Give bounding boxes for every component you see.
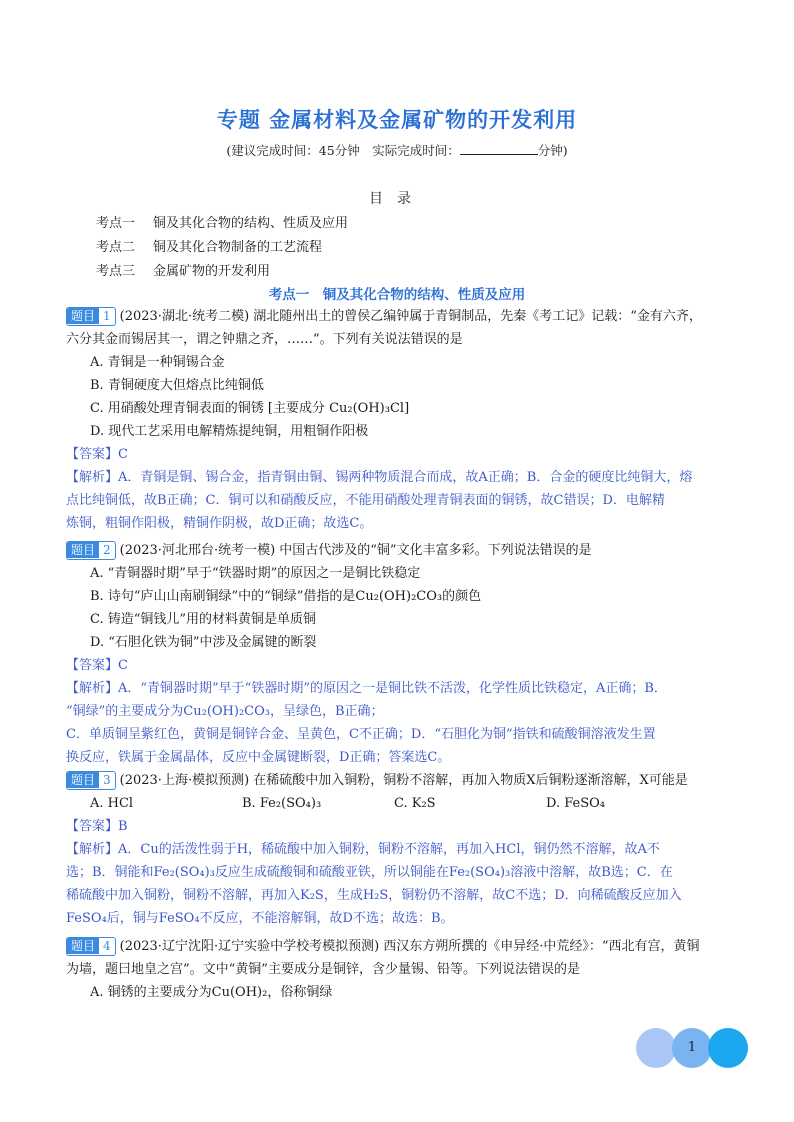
toc-key: 考点一 (96, 216, 136, 231)
explanation-line: 选；B．铜能和Fe₂(SO₄)₃反应生成硫酸铜和硫酸亚铁，所以铜能在Fe₂(SO₄)₃溶液中溶解，故B选；C．在 (66, 865, 673, 880)
explanation-line: 换反应，铁属于金属晶体，反应中金属键断裂，D正确；答案选C。 (66, 750, 451, 765)
option-b: B. 青铜硬度大但熔点比纯铜低 (90, 378, 264, 393)
toc-text: 铜及其化合物的结构、性质及应用 (153, 216, 349, 231)
option-d: D. 现代工艺采用电解精炼提纯铜，用粗铜作阳极 (90, 424, 369, 439)
option-b: B. Fe₂(SO₄)₃ (242, 796, 322, 811)
section-heading: 考点一 铜及其化合物的结构、性质及应用 (268, 287, 526, 303)
question-stem: 题目 2 (2023·河北邢台·统考一模) 中国古代涉及的“铜”文化丰富多彩。下列说法错误的是 (66, 539, 736, 562)
time-note (0, 141, 794, 159)
explanation-line: 【解析】A．青铜是铜、锡合金，指青铜由铜、锡两种物质混合而成，故A正确；B．合金的硬度比纯铜大，熔 (66, 470, 693, 485)
explanation-line: FeSO₄后，铜与FeSO₄不反应，不能溶解铜，故D不选；故选：B。 (66, 911, 454, 926)
page-number-badge (636, 1028, 752, 1068)
page-number: 1 (687, 1040, 697, 1055)
question-stem-cont: 为墙，题曰地皇之宫”。文中“黄铜”主要成分是铜锌，含少量锡、铅等。下列说法错误的是 (66, 962, 580, 977)
toc-text: 金属矿物的开发利用 (153, 264, 271, 279)
toc-key: 考点三 (96, 264, 136, 279)
explanation-line: 炼铜，粗铜作阳极，精铜作阴极，故D正确；故选C。 (66, 516, 373, 531)
question-tag: 题目 1 (66, 307, 116, 326)
question-1 (66, 305, 736, 535)
time-note-prefix: (建议完成时间：45分钟 实际完成时间： (226, 143, 460, 158)
question-stem: 题目 4 (2023·辽宁沈阳·辽宁实验中学校考模拟预测) 西汉东方朔所撰的《申异经·中荒经》：“西北有宫，黄铜 (66, 935, 736, 958)
option-b: B. 诗句“庐山山南刷铜绿”中的“铜绿”借指的是Cu₂(OH)₂CO₃的颜色 (90, 589, 482, 604)
question-tag: 题目 4 (66, 937, 116, 956)
toc-item (96, 236, 322, 255)
decor-circle (708, 1028, 748, 1068)
option-c: C. 铸造“铜钱儿”用的材料黄铜是单质铜 (90, 612, 317, 627)
time-note-suffix: 分钟) (537, 143, 568, 158)
page-title: 专题 金属材料及金属矿物的开发利用 (216, 108, 578, 132)
explanation-line: C．单质铜呈紫红色，黄铜是铜锌合金、呈黄色，C不正确；D．“石胆化为铜”指铁和硫酸铜溶液发生置 (66, 727, 656, 742)
question-3 (66, 769, 736, 930)
question-tag: 题目 3 (66, 771, 116, 790)
option-c: C. K₂S (394, 796, 436, 811)
options-row (66, 792, 736, 815)
option-a: A. 青铜是一种铜锡合金 (90, 355, 225, 370)
question-2 (66, 539, 736, 769)
toc-item (96, 212, 348, 231)
explanation-line: 稀硫酸中加入铜粉，铜粉不溶解，再加入K₂S，生成H₂S，铜粉仍不溶解，故C不选；D．向稀硫酸反应加入 (66, 888, 682, 903)
toc-key: 考点二 (96, 240, 136, 255)
explanation-line: 【解析】A．“青铜器时期”早于“铁器时期”的原因之一是铜比铁不活泼，化学性质比铁稳定，A正确；B． (66, 681, 667, 696)
option-d: D. “石胆化铁为铜”中涉及金属键的断裂 (90, 635, 317, 650)
option-d: D. FeSO₄ (546, 796, 606, 811)
answer: 【答案】B (66, 819, 128, 834)
option-a: A. “青铜器时期”早于“铁器时期”的原因之一是铜比铁稳定 (90, 566, 421, 581)
toc-heading: 目录 (369, 191, 425, 207)
option-a: A. HCl (90, 796, 134, 811)
option-c: C. 用硝酸处理青铜表面的铜锈 [主要成分 Cu₂(OH)₃Cl] (90, 401, 410, 416)
time-blank (460, 143, 538, 155)
explanation-line: 点比纯铜低，故B正确；C．铜可以和硝酸反应，不能用硝酸处理青铜表面的铜锈，故C错误；D．电解精 (66, 493, 665, 508)
explanation-line: “铜绿”的主要成分为Cu₂(OH)₂CO₃，呈绿色，B正确； (66, 704, 384, 719)
answer: 【答案】C (66, 447, 128, 462)
question-stem-cont: 六分其金而锡居其一，谓之钟鼎之齐，……”。下列有关说法错误的是 (66, 332, 463, 347)
option-a: A. 铜锈的主要成分为Cu(OH)₂，俗称铜绿 (90, 985, 333, 1000)
question-stem: 题目 1 (2023·湖北·统考二模) 湖北随州出土的曾侯乙编钟属于青铜制品，先秦《考工记》记载：“金有六齐， (66, 305, 736, 328)
question-tag: 题目 2 (66, 541, 116, 560)
question-stem: 题目 3 (2023·上海·模拟预测) 在稀硫酸中加入铜粉，铜粉不溶解，再加入物质X后铜粉逐渐溶解，X可能是 (66, 769, 736, 792)
answer: 【答案】C (66, 658, 128, 673)
toc-text: 铜及其化合物制备的工艺流程 (153, 240, 323, 255)
question-4 (66, 935, 736, 1004)
explanation-line: 【解析】A．Cu的活泼性弱于H，稀硫酸中加入铜粉，铜粉不溶解，再加入HCl，铜仍然不溶解，故A不 (66, 842, 660, 857)
decor-circle (636, 1028, 676, 1068)
toc-item (96, 260, 270, 279)
